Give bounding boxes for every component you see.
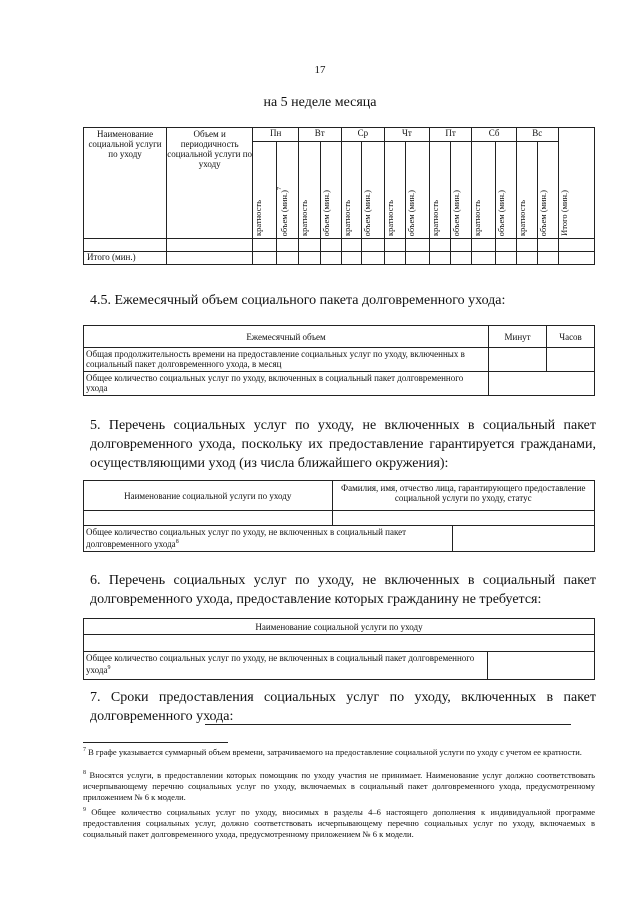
day-header: Вс [516, 128, 558, 142]
vol-header: объем (мин.) [405, 142, 429, 239]
table-row [84, 239, 595, 252]
freq-header: кратность [385, 142, 406, 239]
vol-header: объем (мин.) [450, 142, 472, 239]
freq-header: кратность [253, 142, 277, 239]
section-5-heading: 5. Перечень социальных услуг по уходу, не включенных в социальный пакет долговременного ухода, поскольку их предоставление гарантируется гражданами, осуществляющими уход (из числа ближайшего окружения): [90, 418, 596, 471]
guaranteed-services-table [83, 480, 595, 552]
footnote-separator [83, 742, 228, 743]
vol-header: объем (мин.) [537, 142, 558, 239]
section-6-heading: 6. Перечень социальных услуг по уходу, не включенных в социальный пакет долговременного ухода, предоставление которых гражданину не требуется: [90, 573, 596, 607]
col-name-header: Наименование социальной услуги по уходу [84, 481, 333, 511]
day-header: Чт [385, 128, 430, 142]
col-guarantor-header: Фамилия, имя, отчество лица, гарантирующего предоставление социальной услуги по уходу, статус [332, 481, 595, 511]
day-header: Сб [472, 128, 517, 142]
total-label: Общее количество социальных услуг по уходу, не включенных в социальный пакет долговременного ухода$^8$ [84, 526, 453, 552]
deadline-line [205, 724, 571, 725]
day-header: Ср [341, 128, 385, 142]
freq-header: кратность [472, 142, 496, 239]
col-name-header: Наименование социальной услуги по уходу [84, 619, 595, 635]
day-header: Пт [429, 128, 472, 142]
footnote: $^9$ Общее количество социальных услуг по уходу, вносимых в разделы 4–6 настоящего дополнения к индивидуальной программе предоставления социальных услуг, должно соответствовать исчерпывающему перечню социальных услуг по уходу, включаемых в социальный пакет долговременного ухода, предусмотренному приложением № 6 к модели. [83, 806, 596, 839]
col-monthly-header: Ежемесячный объем [84, 326, 489, 348]
total-row [84, 526, 595, 552]
day-header: Пн [253, 128, 299, 142]
total-row [84, 652, 595, 680]
table-row [84, 372, 595, 396]
total-row [84, 252, 595, 265]
count-row-label: Общее количество социальных услуг по уходу, включенных в социальный пакет долговременного ухода [84, 372, 489, 396]
vol-header: объем (мин.) [496, 142, 517, 239]
monthly-volume-table [83, 325, 595, 396]
freq-header: кратность [516, 142, 537, 239]
total-row-label: Итого (мин.) [84, 252, 167, 265]
freq-header: кратность [429, 142, 450, 239]
page-number: 17 [314, 64, 326, 76]
vol-header: объем (мин.) [320, 142, 341, 239]
duration-row-label: Общая продолжительность времени на предоставление социальных услуг по уходу, включенных в социальный пакет долговременного ухода, в месяц [84, 348, 489, 372]
section-4-5-heading: 4.5. Ежемесячный объем социального пакета долговременного ухода: [90, 293, 506, 308]
freq-header: кратность [341, 142, 362, 239]
footnote: $^8$ Вносятся услуги, в предоставлении которых помощник по уходу участия не принимает. Наименование услуг должно соответствовать исчерпывающему перечню социальных услуг по уходу, включаемых в социальный пакет долговременного ухода, предусмотренному приложением № 6 к модели. [83, 769, 595, 802]
total-label: Общее количество социальных услуг по уходу, не включенных в социальный пакет долговременного ухода$^9$ [84, 652, 488, 680]
table-row [84, 635, 595, 652]
freq-header: кратность [298, 142, 320, 239]
vol-header: объем $(мин.)^7$ [277, 142, 299, 239]
week-table [83, 127, 595, 265]
table-row [84, 348, 595, 372]
table-row [84, 511, 595, 526]
week-title: на 5 неделе месяца [263, 95, 377, 110]
section-7-heading: 7. Сроки предоставления социальных услуг по уходу, включенных в пакет долговременного ухода: [90, 690, 596, 724]
not-required-services-table [83, 618, 595, 680]
footnote: $^7$ В графе указывается суммарный объем времени, затрачиваемого на предоставление социальной услуги по уходу с учетом ее кратности. [83, 746, 582, 757]
day-header: Вт [298, 128, 341, 142]
col-volume-header: Объем и периодичность социальной услуги по уходу [167, 128, 253, 239]
total-col-header: Итого (мин.) [558, 128, 595, 239]
col-hours-header: Часов [547, 326, 595, 348]
vol-header: объем (мин.) [362, 142, 385, 239]
col-minutes-header: Минут [489, 326, 547, 348]
col-name-header: Наименование социальной услуги по уходу [84, 128, 167, 239]
